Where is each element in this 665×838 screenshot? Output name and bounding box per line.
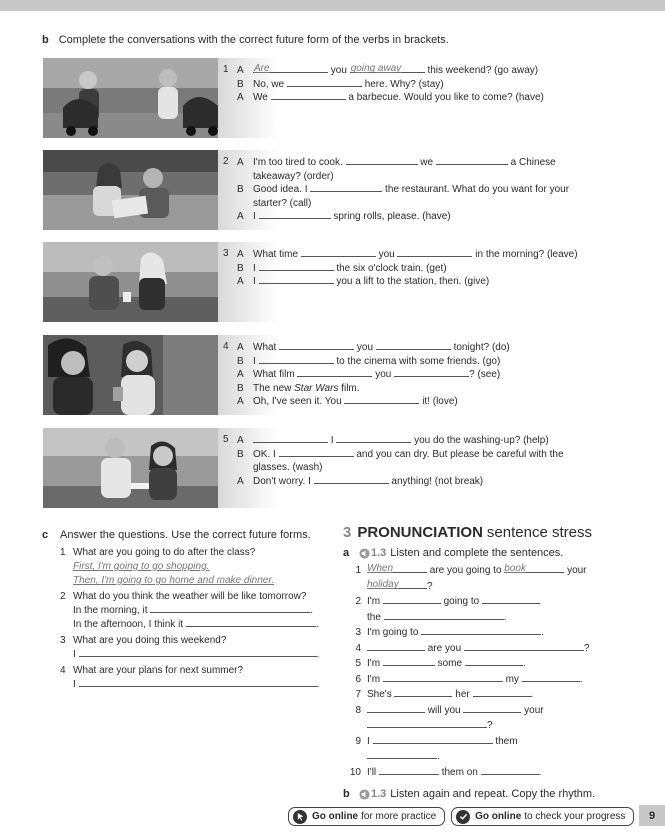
answer-blank[interactable] <box>481 766 539 775</box>
photo-women-at-cinema <box>43 335 218 415</box>
line-text: and you can dry. But please be careful with the <box>356 448 564 460</box>
example-answer: Are <box>254 63 270 74</box>
speaker: A <box>237 369 244 380</box>
line-text: OK. I <box>253 448 276 460</box>
line-text: . <box>579 673 583 685</box>
line-text: starter? (call) <box>253 197 312 209</box>
speaker: B <box>237 262 244 274</box>
line-text: the <box>367 611 381 623</box>
answer-blank[interactable] <box>259 355 334 364</box>
line-text: . <box>437 751 440 762</box>
section-instruction: Complete the conversations with the correct future form of the verbs in brackets. <box>58 34 449 46</box>
line-text: to the cinema with some friends. (go) <box>336 355 501 367</box>
line-text: going to <box>443 596 480 607</box>
item-number: 7 <box>355 689 361 700</box>
button-text: to check your progress <box>524 811 626 822</box>
line-text: No, we <box>253 78 285 90</box>
pron-item-cont <box>343 579 643 595</box>
line-text: tonight? (do) <box>453 342 510 353</box>
pron-item <box>343 625 643 641</box>
answer-blank[interactable] <box>465 657 523 666</box>
answer-blank[interactable] <box>379 766 439 775</box>
line-text: What time <box>253 249 299 260</box>
line-text: will you <box>427 704 461 716</box>
line-text: The new <box>253 382 292 394</box>
photo-couple-washing-up <box>43 428 218 508</box>
answer-blank[interactable] <box>350 64 425 73</box>
answer-line: In the morning, it . <box>73 605 314 616</box>
answer-blank[interactable] <box>253 64 328 73</box>
answer-blank[interactable] <box>259 275 334 284</box>
question-number: 3 <box>60 635 66 646</box>
answer-blank[interactable] <box>279 448 354 457</box>
dialogue-line <box>237 395 597 409</box>
answer-blank[interactable] <box>376 341 451 350</box>
cursor-icon <box>293 810 307 824</box>
line-text: . <box>541 627 544 638</box>
button-text: for more practice <box>361 811 437 822</box>
answer-line[interactable] <box>60 574 327 588</box>
line-text: ? <box>487 720 493 731</box>
line-text: the six o'clock train. (get) <box>336 262 447 274</box>
pron-item-cont <box>343 749 643 765</box>
task-label: b <box>343 788 350 800</box>
line-text: it! (love) <box>422 396 458 407</box>
answer-blank[interactable] <box>504 564 564 573</box>
item-number: 9 <box>355 735 361 747</box>
answer-blank[interactable] <box>464 642 584 651</box>
line-text: glasses. (wash) <box>253 462 323 473</box>
line-text: . <box>503 611 507 623</box>
line-text: . <box>522 658 526 669</box>
answer-blank[interactable] <box>79 648 317 657</box>
dialogue-line <box>237 64 597 78</box>
speaker: A <box>237 65 244 76</box>
line-text: I'm <box>367 596 381 607</box>
page-number: 9 <box>639 805 665 826</box>
speaker: A <box>237 92 244 103</box>
conversation-4 <box>43 335 623 415</box>
conversation-number: 2 <box>223 156 229 167</box>
line-text: ? <box>583 642 590 654</box>
task-instruction: Listen and complete the sentences. <box>390 547 564 559</box>
line-text: I <box>330 435 334 446</box>
answer-blank[interactable] <box>271 91 346 100</box>
dialogue-line <box>237 355 597 369</box>
item-number: 5 <box>355 658 361 669</box>
answer-blank[interactable] <box>397 248 472 257</box>
answer-blank[interactable] <box>436 156 508 165</box>
dialogue-line <box>237 368 597 382</box>
answer-blank[interactable] <box>522 673 580 682</box>
speaker: A <box>237 475 244 487</box>
line-text: I'll <box>367 766 377 778</box>
dialogue-line <box>237 382 597 396</box>
photo-couple-on-sofa <box>43 150 218 230</box>
line-text: the restaurant. What do you want for your <box>385 184 570 195</box>
line-text: you <box>330 65 347 76</box>
item-number: 1 <box>355 565 361 576</box>
line-text: I <box>367 735 370 747</box>
section-c-heading <box>42 529 327 542</box>
answer-blank[interactable] <box>367 564 427 573</box>
line-text: What film <box>253 369 295 380</box>
line-text: I'm <box>367 673 381 685</box>
dialogue-line <box>237 197 597 211</box>
line-text: here. Why? (stay) <box>364 78 444 90</box>
conversation-number: 1 <box>223 64 229 75</box>
line-text: . <box>530 689 534 700</box>
question-text: What are you going to do after the class? <box>73 547 256 558</box>
answer-blank[interactable] <box>259 210 331 219</box>
dialogue-line <box>237 183 597 197</box>
conversation-1 <box>43 58 623 138</box>
line-text: We <box>253 92 268 103</box>
answer-blank[interactable] <box>336 434 411 443</box>
line-text: your <box>524 704 544 716</box>
question <box>60 664 327 678</box>
question-number: 4 <box>60 665 66 676</box>
item-number: 4 <box>355 642 361 654</box>
dialogue-line <box>237 275 597 289</box>
speaker: A <box>237 276 244 287</box>
answer-blank[interactable] <box>394 368 469 377</box>
audio-track[interactable] <box>359 788 386 800</box>
button-bold-text: Go online <box>475 811 522 822</box>
speaker: B <box>237 448 244 460</box>
answer-blank[interactable] <box>473 688 531 697</box>
pron-item <box>343 594 643 610</box>
line-text: you do the washing-up? (help) <box>414 435 549 446</box>
line-text: anything! (not break) <box>391 475 484 487</box>
question-number: 2 <box>60 591 66 602</box>
answer-blank[interactable] <box>367 719 487 728</box>
audio-track[interactable] <box>359 547 386 559</box>
pron-item-cont <box>343 718 643 734</box>
check-icon <box>456 810 470 824</box>
answer-blank[interactable] <box>367 704 425 713</box>
line-text: . <box>538 766 542 778</box>
answer-blank[interactable] <box>279 341 354 350</box>
pron-item-cont <box>343 610 643 626</box>
section-label: c <box>42 529 49 541</box>
dialogue-line <box>237 448 597 462</box>
question-text: What are you doing this weekend? <box>73 635 227 646</box>
answer-line[interactable] <box>60 560 327 574</box>
answer-line: In the afternoon, I think it . <box>73 619 319 630</box>
line-text: some <box>437 658 463 669</box>
line-text: this weekend? (go away) <box>427 65 539 76</box>
answer-blank[interactable] <box>383 657 435 666</box>
line-text: I <box>253 276 256 287</box>
dialogue-line <box>237 341 597 355</box>
line-text: Don't worry. I <box>253 475 311 487</box>
line-text: them <box>495 735 518 747</box>
section-number: 3 <box>343 524 352 541</box>
speaker: A <box>237 157 244 168</box>
section-instruction: Answer the questions. Use the correct future forms. <box>60 529 311 541</box>
speaker: A <box>237 211 244 222</box>
line-text: I'm going to <box>367 627 419 638</box>
line-text: I <box>253 211 256 222</box>
question <box>60 634 327 648</box>
conversation-3 <box>43 242 623 322</box>
line-text: my <box>505 673 519 685</box>
film-title: Star Wars <box>294 382 339 394</box>
item-number: 6 <box>355 673 361 685</box>
pron-item <box>343 672 643 688</box>
line-text: your <box>567 565 587 576</box>
example-answer: going away <box>350 63 402 74</box>
answer-blank[interactable] <box>150 604 310 613</box>
line-text: Oh, I've seen it. You <box>253 396 342 407</box>
answer-blank[interactable] <box>287 78 362 87</box>
answer-blank[interactable] <box>383 673 503 682</box>
item-number: 8 <box>355 704 361 716</box>
line-text: you <box>375 369 392 380</box>
item-number: 10 <box>349 766 361 778</box>
answer-blank[interactable] <box>421 626 541 635</box>
line-text: takeaway? (order) <box>253 170 334 182</box>
dialogue-line <box>237 434 597 448</box>
dialogue-line <box>237 156 597 170</box>
task-b-heading <box>343 788 643 800</box>
task-instruction: Listen again and repeat. Copy the rhythm. <box>390 788 596 800</box>
example-answer: book <box>504 563 526 574</box>
answer-prompt: In the morning, it <box>73 605 148 616</box>
line-text: we <box>420 157 434 168</box>
pron-item <box>343 703 643 719</box>
answer-blank[interactable] <box>367 580 427 589</box>
line-text: her <box>455 689 470 700</box>
line-text: you <box>356 342 374 353</box>
answer-blank[interactable] <box>367 642 425 651</box>
speaker: B <box>237 184 244 195</box>
line-text: them on <box>441 766 478 778</box>
answer-blank[interactable] <box>186 618 316 627</box>
answer-blank[interactable] <box>394 688 452 697</box>
answer-prompt: I <box>73 649 76 660</box>
task-label: a <box>343 547 350 559</box>
answer-line: I . <box>73 679 320 690</box>
example-answer: When <box>367 563 394 574</box>
section-label: b <box>42 34 49 46</box>
speaker: A <box>237 249 244 260</box>
line-text: you <box>378 249 395 260</box>
answer-blank[interactable] <box>259 262 334 271</box>
line-text: are you <box>427 642 462 654</box>
dialogue-line <box>237 248 597 262</box>
pron-item <box>343 641 643 657</box>
conversation-number: 3 <box>223 248 229 259</box>
speaker-icon <box>359 548 370 559</box>
conversation-2 <box>43 150 623 230</box>
answer-blank[interactable] <box>463 704 521 713</box>
question-text: What do you think the weather will be like tomorrow? <box>73 591 307 602</box>
answer-line: I . <box>73 649 320 660</box>
pronunciation-title <box>343 524 643 541</box>
example-answer: Then, I'm going to go home and make dinner. <box>73 575 275 586</box>
answer-blank[interactable] <box>383 595 441 604</box>
conversation-number: 5 <box>223 434 229 445</box>
answer-blank[interactable] <box>314 475 389 484</box>
dialogue-line <box>237 170 597 184</box>
line-text: in the morning? (leave) <box>475 249 578 260</box>
track-number: 1.3 <box>371 788 387 800</box>
answer-blank[interactable] <box>482 595 540 604</box>
practice-online-button[interactable] <box>288 807 445 826</box>
photo-couple-with-strollers <box>43 58 218 138</box>
answer-blank[interactable] <box>310 183 382 192</box>
button-bold-text: Go online <box>312 811 359 822</box>
answer-blank[interactable] <box>373 735 493 744</box>
example-answer: First, I'm going to go shopping. <box>73 561 210 572</box>
speaker: B <box>237 78 244 90</box>
pron-item <box>343 687 643 703</box>
line-text: spring rolls, please. (have) <box>333 211 451 222</box>
item-number: 3 <box>355 627 361 638</box>
line-text: I <box>253 262 256 274</box>
answer-blank[interactable] <box>346 156 418 165</box>
line-text: ? <box>427 580 433 592</box>
line-text: you a lift to the station, then. (give) <box>336 276 490 287</box>
dialogue-line <box>237 475 597 489</box>
line-text: I'm too tired to cook. <box>253 157 343 168</box>
answer-blank[interactable] <box>253 434 328 443</box>
speaker: A <box>237 342 244 353</box>
track-number: 1.3 <box>371 547 387 559</box>
conversation-number: 4 <box>223 341 229 352</box>
line-text: are you going to <box>429 565 502 576</box>
line-text: film. <box>341 382 360 394</box>
line-text: What <box>253 342 277 353</box>
answer-blank[interactable] <box>79 678 317 687</box>
pron-item <box>343 734 643 750</box>
pron-item <box>343 656 643 672</box>
dialogue-line <box>237 91 597 105</box>
line-text: ? (see) <box>469 369 501 380</box>
speaker-icon <box>359 789 370 800</box>
title-bold: PRONUNCIATION <box>357 524 483 541</box>
speaker: B <box>237 382 244 394</box>
answer-prompt: In the afternoon, I think it <box>73 619 184 630</box>
speaker: A <box>237 396 244 407</box>
question <box>60 546 327 560</box>
line-text: a barbecue. Would you like to come? (have) <box>348 92 544 103</box>
pronunciation-section <box>343 524 643 800</box>
question-number: 1 <box>60 547 66 558</box>
answer-prompt: I <box>73 679 76 690</box>
answer-blank[interactable] <box>367 750 437 759</box>
section-c <box>42 529 327 692</box>
question-text: What are your plans for next summer? <box>73 665 244 676</box>
task-a-heading <box>343 547 643 559</box>
answer-blank[interactable] <box>297 368 372 377</box>
example-answer: holiday <box>367 578 399 590</box>
section-b-heading <box>42 34 449 46</box>
speaker: A <box>237 435 244 446</box>
dialogue-line <box>237 262 597 276</box>
line-text: I <box>253 355 256 367</box>
conversation-5 <box>43 428 623 508</box>
line-text: She's <box>367 689 392 700</box>
top-bar <box>0 0 665 11</box>
pron-item <box>343 765 643 781</box>
line-text: I'm <box>367 658 381 669</box>
speaker: B <box>237 355 244 367</box>
line-text: a Chinese <box>510 157 556 168</box>
question <box>60 590 327 604</box>
line-text: Good idea. I <box>253 184 308 195</box>
dialogue-line <box>237 78 597 92</box>
progress-online-button[interactable] <box>451 807 634 826</box>
answer-blank[interactable] <box>344 395 419 404</box>
title-rest: sentence stress <box>486 524 592 541</box>
dialogue-line <box>237 461 597 475</box>
answer-blank[interactable] <box>384 611 504 620</box>
item-number: 2 <box>355 596 361 607</box>
answer-blank[interactable] <box>301 248 376 257</box>
footer <box>288 807 634 826</box>
photo-couple-in-kitchen <box>43 242 218 322</box>
dialogue-line <box>237 210 597 224</box>
